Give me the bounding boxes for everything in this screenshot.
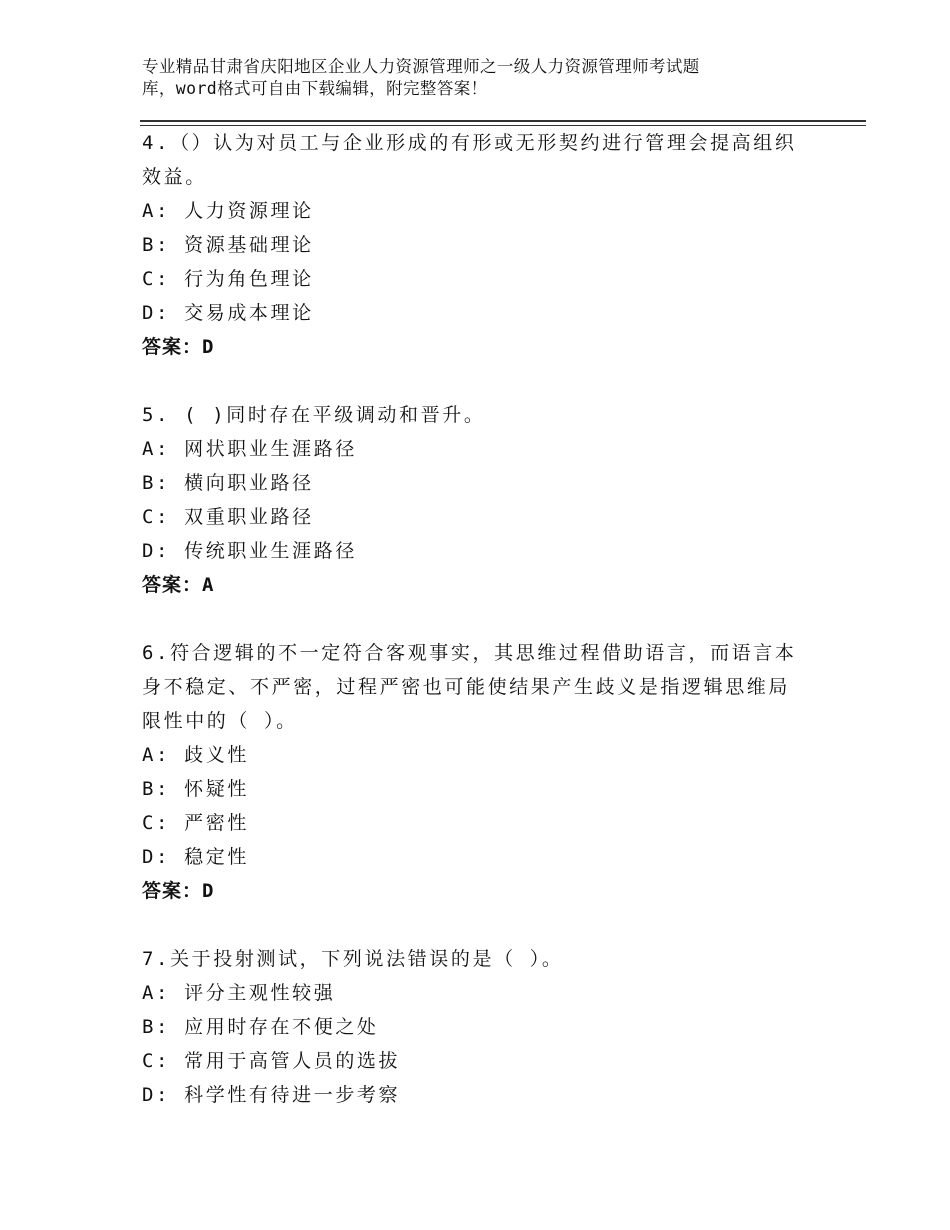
question-text: 7.关于投射测试，下列说法错误的是（ ）。 [142,948,564,970]
question-7 [142,942,802,1112]
header-line-2: 库，word格式可自由下载编辑，附完整答案！ [142,79,488,98]
question-text: 5. ( )同时存在平级调动和晋升。 [142,404,486,426]
option-d: D: 科学性有待进一步考察 [142,1084,401,1106]
option-c: C: 严密性 [142,812,249,834]
question-5 [142,398,802,602]
option-a: A: 评分主观性较强 [142,982,336,1004]
option-c: C: 行为角色理论 [142,268,314,290]
option-b: B: 资源基础理论 [142,234,314,256]
option-c: C: 常用于高管人员的选拔 [142,1050,401,1072]
question-text: 4.（）认为对员工与企业形成的有形或无形契约进行管理会提高组织效益。 [142,132,797,188]
option-a: A: 网状职业生涯路径 [142,438,357,460]
answer: 答案：D [142,880,215,902]
option-b: B: 应用时存在不便之处 [142,1016,379,1038]
option-d: D: 交易成本理论 [142,302,314,324]
option-b: B: 横向职业路径 [142,472,314,494]
header-line-1: 专业精品甘肃省庆阳地区企业人力资源管理师之一级人力资源管理师考试题 [142,57,700,76]
question-6 [142,636,802,908]
answer: 答案：D [142,336,215,358]
question-4 [142,126,802,364]
document-header [142,56,862,100]
question-list [142,126,802,1146]
option-a: A: 歧义性 [142,744,249,766]
question-text: 6.符合逻辑的不一定符合客观事实，其思维过程借助语言，而语言本身不稳定、不严密，过程严密也可能使结果产生歧义是指逻辑思维局限性中的（ ）。 [142,642,797,732]
header-rule-thick [140,120,866,122]
option-c: C: 双重职业路径 [142,506,314,528]
option-a: A: 人力资源理论 [142,200,314,222]
option-d: D: 传统职业生涯路径 [142,540,357,562]
option-b: B: 怀疑性 [142,778,249,800]
option-d: D: 稳定性 [142,846,249,868]
answer: 答案：A [142,574,215,596]
